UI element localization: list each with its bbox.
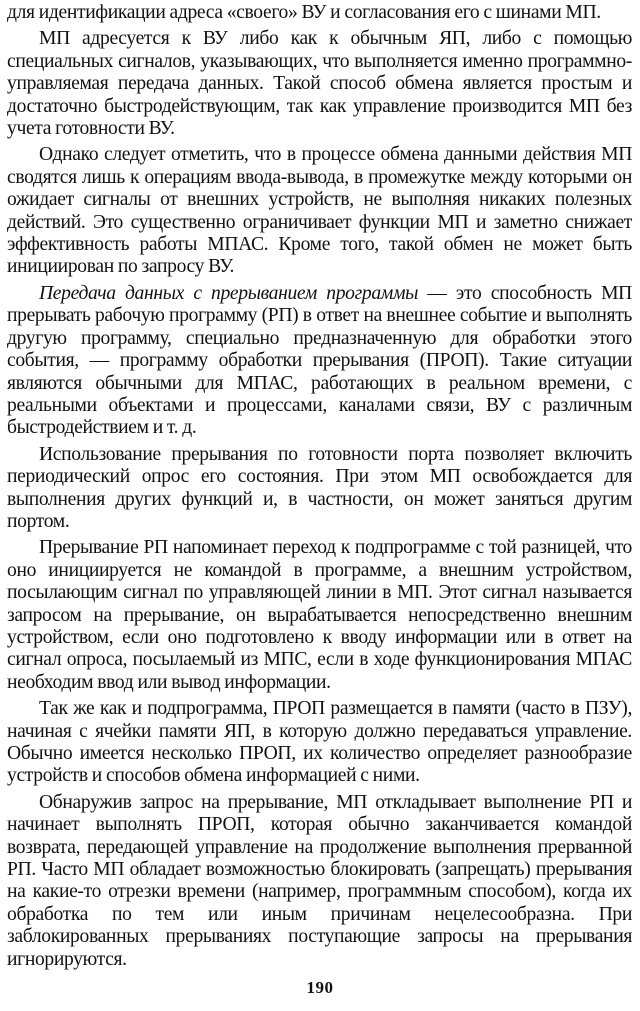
paragraph-3: [7, 144, 632, 278]
paragraph-4-text: — это способность МП прерывать рабочую программу (РП) в ответ на внешнее событие и выполнять другую программу, специально предназначенную для обработки этого события, — программу обработки прерывания (ПРОП). Такие ситуации являются обычными для МПАС, работающих в реальном времени, с реальными объектами и процессами, каналами связи, ВУ с различным быстродействием и т. д.: [7, 282, 632, 439]
paragraph-5: [7, 444, 632, 534]
paragraph-7: [7, 698, 632, 788]
paragraph-2: [7, 28, 632, 140]
page-number: 190: [306, 978, 334, 997]
paragraph-6: [7, 537, 632, 694]
paragraph-4-italic-term: Передача данных с прерыванием программы: [39, 282, 419, 304]
paragraph-2-text: МП адресуется к ВУ либо как к обычным ЯП, либо с помощью специальных сигналов, указывающих, что выполняется именно программно-управляемая передача данных. Такой способ обмена является простым и достаточно быстродействующим, так как управление производится МП без учета готовности ВУ.: [7, 28, 632, 140]
paragraph-6-text: Прерывание РП напоминает переход к подпрограмме с той разницей, что оно инициируется не командой в программе, а внешним устройством, посылающим сигнал по управляющей линии в МП. Этот сигнал называется запросом на прерывание, он вырабатывается непосредственно внешним устройством, если оно подготовлено к вводу информации или в ответ на сигнал опроса, посылаемый из МПС, если в ходе функционирования МПАС необходим ввод или вывод информации.: [7, 537, 632, 693]
paragraph-4: [7, 283, 632, 440]
paragraph-5-text: Использование прерывания по готовности порта позволяет включить периодический опрос его состояния. При этом МП освобождается для выполнения других функций и, в частности, он может заняться другим портом.: [7, 443, 632, 532]
paragraph-8-text: Обнаружив запрос на прерывание, МП откладывает выполнение РП и начинает выполнять ПРОП, которая обычно заканчивается командой возврата, передающей управление на продолжение выполнения прерванной РП. Часто МП обладает возможностью блокировать (запрещать) прерывания на какие-то отрезки времени (например, программным способом), когда их обработка по тем или иным причинам нецелесообразна. При заблокированных прерываниях поступающие запросы на прерывания игнорируются.: [7, 791, 632, 970]
paragraph-7-text: Так же как и подпрограмма, ПРОП размещается в памяти (часто в ПЗУ), начиная с ячейки памяти ЯП, в которую должно передаваться управление. Обычно имеется несколько ПРОП, их количество определяет разнообразие устройств и способов обмена информацией с ними.: [7, 698, 632, 787]
paragraph-1: [7, 2, 632, 24]
paragraph-8: [7, 792, 632, 971]
paragraph-1-text: для идентификации адреса «своего» ВУ и согласования его с шинами МП.: [7, 2, 601, 23]
paragraph-3-text: Однако следует отметить, что в процессе обмена данными действия МП сводятся лишь к операциям ввода-вывода, в промежутке между которыми он ожидает сигналы от внешних устройств, не выполняя никаких полезных действий. Это существенно ограничивает функции МП и заметно снижает эффективность работы МПАС. Кроме того, такой обмен не может быть инициирован по запросу ВУ.: [7, 144, 632, 278]
